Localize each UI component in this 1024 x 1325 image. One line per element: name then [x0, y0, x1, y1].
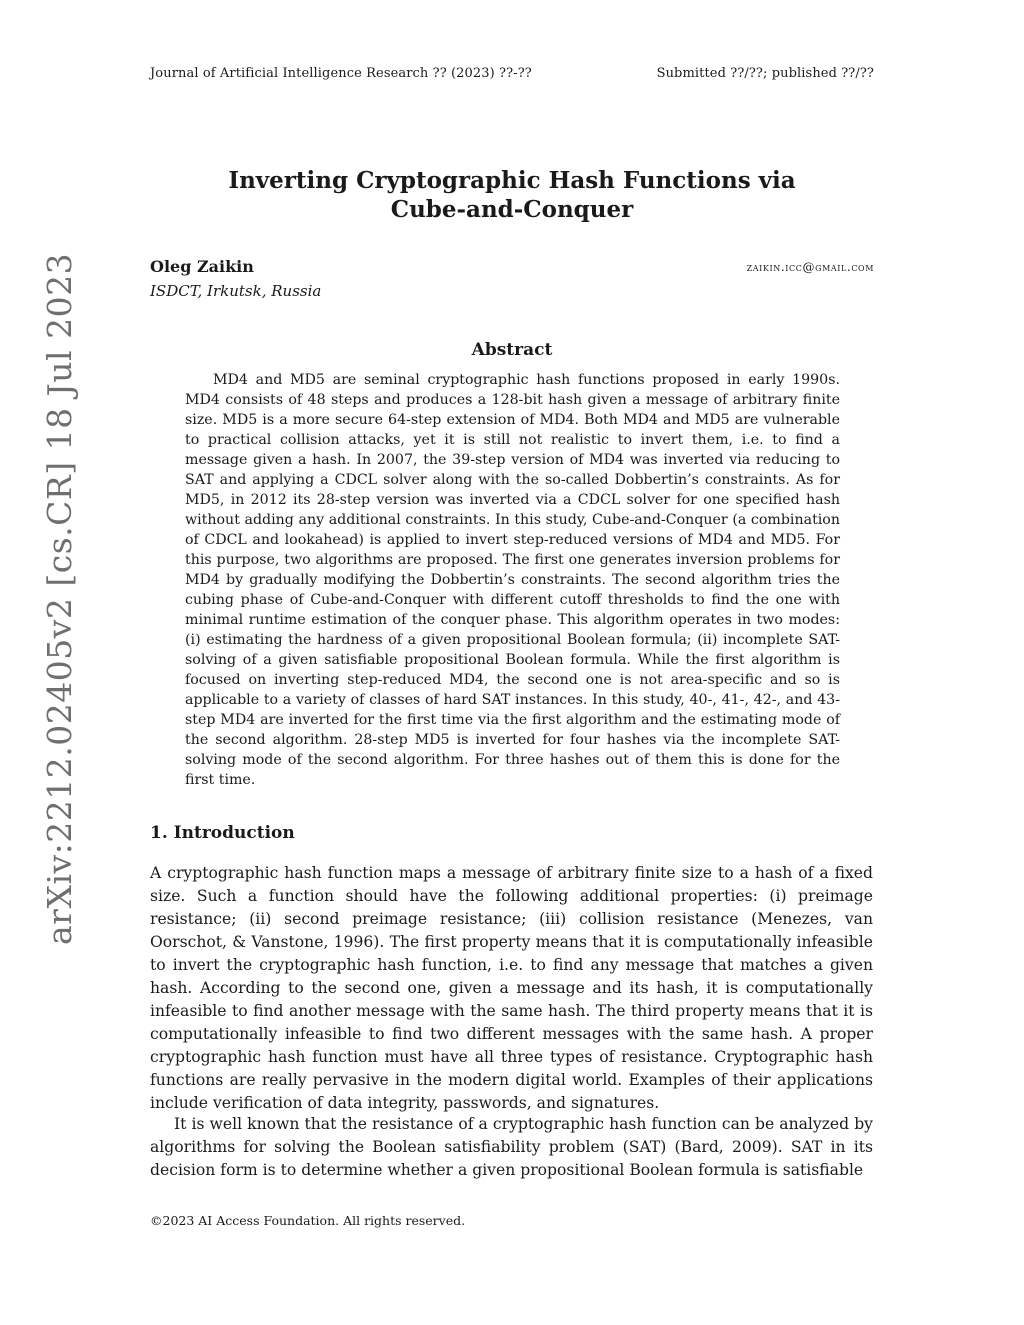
introduction-paragraph-1: A cryptographic hash function maps a message of arbitrary finite size to a hash of a fixed size. Such a function should have the following additional properties: (i) preimage resistance; (ii) second preimage resistance; (iii) collision resistance (Menezes, van Oorschot, & Vanstone, 1996). The first property means that it is computationally infeasible to invert the cryptographic hash function, i.e. to find any message that matches a given hash. According to the second one, given a message and its hash, it is computationally infeasible to find another message with the same hash. The third property means that it is computationally infeasible to find two different messages with the same hash. A proper cryptographic hash function must have all three types of resistance. Cryptographic hash functions are really pervasive in the modern digital world. Examples of their applications include verification of data integrity, passwords, and signatures.	[150, 864, 873, 1112]
abstract-heading: Abstract	[471, 340, 553, 360]
introduction-paragraph-2: It is well known that the resistance of a cryptographic hash function can be analyzed by algorithms for solving the Boolean satisfiability problem (SAT) (Bard, 2009). SAT in its decision form is to determine whether a given propositional Boolean formula is satisfiable	[150, 1115, 873, 1179]
introduction-heading: 1. Introduction	[150, 823, 295, 843]
author-email: zaikin.icc@gmail.com	[746, 260, 874, 274]
copyright-footer: ©2023 AI Access Foundation. All rights reserved.	[150, 1213, 466, 1228]
paper-title-line-1: Inverting Cryptographic Hash Functions via	[228, 167, 796, 194]
author-name: Oleg Zaikin	[150, 257, 254, 276]
arxiv-sidebar-stamp: arXiv:2212.02405v2 [cs.CR] 18 Jul 2023	[40, 252, 79, 945]
paper-title	[0, 166, 1024, 224]
author-affiliation: ISDCT, Irkutsk, Russia	[150, 282, 322, 300]
submission-header: Submitted ??/??; published ??/??	[656, 66, 874, 81]
paper-title-line-2: Cube-and-Conquer	[390, 196, 634, 223]
journal-header: Journal of Artificial Intelligence Research ?? (2023) ??-??	[150, 66, 532, 81]
abstract-text: MD4 and MD5 are seminal cryptographic hash functions proposed in early 1990s. MD4 consists of 48 steps and produces a 128-bit hash given a message of arbitrary finite size. MD5 is a more secure 64-step extension of MD4. Both MD4 and MD5 are vulnerable to practical collision attacks, yet it is still not realistic to invert them, i.e. to find a message given a hash. In 2007, the 39-step version of MD4 was inverted via reducing to SAT and applying a CDCL solver along with the so-called Dobbertin’s constraints. As for MD5, in 2012 its 28-step version was inverted via a CDCL solver for one specified hash without adding any additional constraints. In this study, Cube-and-Conquer (a combination of CDCL and lookahead) is applied to invert step-reduced versions of MD4 and MD5. For this purpose, two algorithms are proposed. The first one generates inversion problems for MD4 by gradually modifying the Dobbertin’s constraints. The second algorithm tries the cubing phase of Cube-and-Conquer with different cutoff thresholds to find the one with minimal runtime estimation of the conquer phase. This algorithm operates in two modes: (i) estimating the hardness of a given propositional Boolean formula; (ii) incomplete SAT-solving of a given satisfiable propositional Boolean formula. While the first algorithm is focused on inverting step-reduced MD4, the second one is not area-specific and so is applicable to a variety of classes of hard SAT instances. In this study, 40-, 41-, 42-, and 43-step MD4 are inverted for the first time via the first algorithm and the estimating mode of the second algorithm. 28-step MD5 is inverted for four hashes via the incomplete SAT-solving mode of the second algorithm. For three hashes out of them this is done for the first time.	[185, 372, 840, 788]
